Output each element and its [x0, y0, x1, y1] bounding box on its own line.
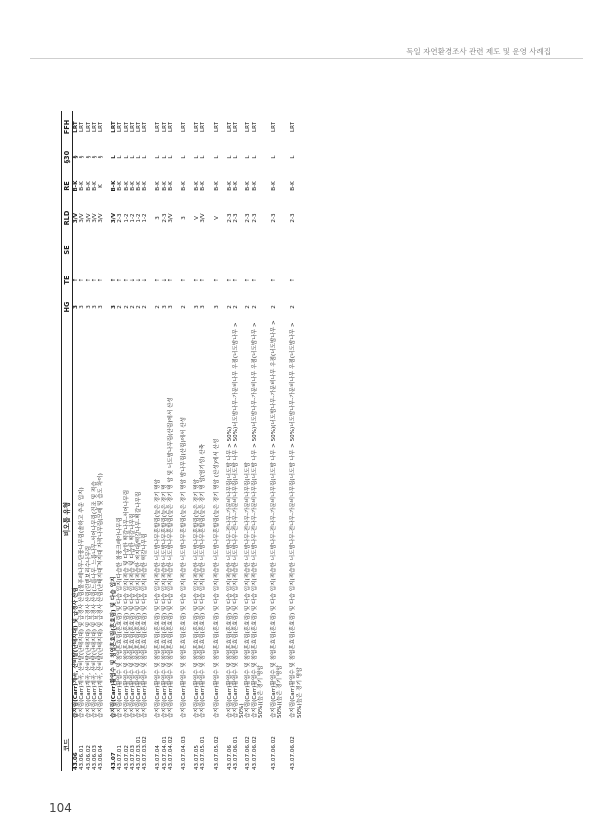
- cell-re: B-K: [91, 181, 98, 191]
- table-header-row: [62, 111, 73, 771]
- table-row: [148, 111, 161, 771]
- cell-se: [174, 235, 187, 265]
- cell-re: B-K: [213, 181, 220, 191]
- table-body: [73, 111, 303, 771]
- cell-code: 43.06.02: [85, 745, 92, 770]
- column-header-ffh: FFH: [62, 111, 73, 143]
- cell-te: ↑: [233, 277, 240, 283]
- cell-ffh: LRT: [111, 121, 118, 133]
- cell-se: [207, 235, 220, 265]
- cell-s30: §: [91, 155, 98, 159]
- cell-rld: 3: [181, 216, 188, 220]
- cell-code: 43.07.06.02: [290, 736, 297, 770]
- cell-te: ↓: [161, 277, 168, 283]
- cell-code: 43.07.06.02: [271, 736, 278, 770]
- cell-biotope-type: 습지림(Carr)활엽수 및 침엽혼효림(혼효림) 및 다습 입지(적습한 너도밤나무혼합림(늪은 경기 명 암 및 너도밤나무림(산림)에서 산성: [167, 397, 174, 718]
- cell-se: [104, 235, 117, 265]
- cell-re: B-K: [200, 181, 207, 191]
- cell-ffh: LRT: [129, 122, 136, 133]
- cell-hg: 2: [181, 305, 188, 309]
- cell-ffh: LRT: [117, 122, 124, 133]
- cell-se: [264, 235, 283, 265]
- cell-s30: L: [245, 155, 252, 159]
- table-row: [283, 111, 302, 771]
- cell-hg: 2: [117, 305, 124, 309]
- cell-hg: 3: [73, 305, 80, 309]
- cell-se: [283, 235, 302, 265]
- cell-se: [73, 235, 80, 265]
- column-header-biotope-type: 비오톱 유형: [62, 319, 73, 719]
- cell-s30: L: [136, 155, 143, 159]
- cell-biotope-type: 습지림(Carr)활엽수 및 침엽혼효림(혼효림) 및 다습 입지(적습한 떡갈나무림: [142, 533, 149, 718]
- cell-s30: §: [79, 155, 86, 159]
- cell-hg: 3: [111, 305, 118, 309]
- cell-re: B-K: [167, 181, 174, 191]
- cell-hg: 2: [142, 305, 149, 309]
- column-header-code: 코드: [62, 719, 73, 771]
- cell-rld: 3: [155, 216, 162, 220]
- cell-rld: 2-3: [271, 213, 278, 223]
- cell-ffh: LRT: [290, 122, 297, 133]
- cell-se: [252, 235, 264, 265]
- cell-hg: 3: [91, 305, 98, 309]
- cell-te: ↑: [123, 277, 130, 283]
- column-header-se: SE: [62, 235, 73, 265]
- cell-ffh: LRT: [251, 122, 258, 133]
- cell-biotope-type: 습지림(Carr)활엽수 및 침엽혼효림(혼효림) 및 다습 입지(적습한 너도밤나무-전나무-가문비나무림(너도밤: [245, 462, 252, 718]
- table-row: [220, 111, 233, 771]
- cell-s30: L: [129, 155, 136, 159]
- cell-rld: 3/V: [85, 213, 92, 223]
- table-row: [207, 111, 220, 771]
- cell-code: 43.06: [73, 752, 80, 770]
- cell-re: B-K: [245, 181, 252, 191]
- cell-s30: L: [142, 155, 149, 159]
- cell-hg: 2: [136, 305, 143, 309]
- cell-se: [220, 235, 233, 265]
- cell-s30: L: [181, 155, 188, 159]
- cell-rld: 3/V: [98, 213, 105, 223]
- cell-hg: 2: [271, 305, 278, 309]
- rotated-table-container: [61, 111, 497, 771]
- cell-hg: 2: [129, 305, 136, 309]
- cell-re: B-K: [271, 181, 278, 191]
- cell-rld: 2-3: [251, 213, 258, 223]
- cell-code: 43.07.06: [226, 745, 233, 770]
- cell-ffh: LRT: [194, 122, 201, 133]
- cell-ffh: LRT: [245, 122, 252, 133]
- cell-hg: 3: [167, 305, 174, 309]
- cell-biotope-type: 습지림(Carr)활엽수 및 침엽혼효림(혼효림) 및 다습 입지(적습한 저지대/떡갈나무-떡갈나무림: [136, 491, 143, 718]
- cell-rld: V: [194, 216, 201, 220]
- cell-te: ↑: [181, 277, 188, 283]
- column-header-te: TE: [62, 265, 73, 295]
- cell-re: B-K: [111, 180, 118, 192]
- cell-hg: 2: [245, 305, 252, 309]
- cell-rld: 2-3: [245, 213, 252, 223]
- running-header-title: 독일 자연환경조사 관련 제도 및 운영 사례집: [406, 47, 551, 56]
- cell-rld: 3/V: [91, 213, 98, 223]
- cell-te: ↑: [73, 277, 80, 283]
- cell-hg: 3: [85, 305, 92, 309]
- cell-s30: L: [155, 155, 162, 159]
- cell-s30: L: [251, 155, 258, 159]
- cell-biotope-type: 습지림(Carr)활엽수 및 침엽혼효림(혼효림) 및 다습 입지(적습한 너도밤나무혼합림(늪은 경기 명암: [155, 478, 162, 718]
- cell-re: B-K: [194, 181, 201, 191]
- cell-s30: §: [73, 155, 80, 159]
- biotope-type-table: [61, 111, 303, 771]
- cell-biotope-type: 습지림(Carr)활엽수 및 침엽혼효림(혼효림) 및 다습 입지(적습한 너도밤나무혼합림(늪은 경기 명 암(염기성) 산축: [200, 443, 207, 718]
- cell-biotope-type: 습지림(Carr)계곡, 산비탈(난태지대) 및 급경사 산림(물푸레나무-단풍나무림(솔하고 추운 입지): [79, 487, 86, 718]
- column-header-s30: §30: [62, 143, 73, 171]
- cell-biotope-type: 습지림(Carr)활엽수 및 침엽혼효림(혼효림) 및 다습 입지(적습한 너도밤나무-전나무-가문비나무림(너도밤 나무 > 50%)너도밤나무-가문비나무 우점(너도밤나무 > 50%)(늪은 경기 명암: [251, 322, 264, 718]
- cell-te: ↑: [251, 277, 258, 283]
- cell-code: 43.07.04.02: [167, 736, 174, 770]
- cell-biotope-type: 습지림(Carr)계곡, 산비탈(난태지대) 및 급경사 산림: [73, 587, 80, 718]
- cell-rld: 2-3: [233, 213, 240, 223]
- cell-rld: 2-3: [161, 213, 168, 223]
- cell-re: B-K: [181, 181, 188, 191]
- cell-se: [148, 235, 161, 265]
- cell-re: B-K: [155, 181, 162, 191]
- cell-ffh: LRT: [136, 122, 143, 133]
- cell-re: B-K: [136, 181, 143, 191]
- cell-hg: 2: [123, 305, 130, 309]
- cell-te: ↑: [167, 277, 174, 283]
- cell-code: 43.07.04: [155, 745, 162, 770]
- cell-te: ↑: [200, 277, 207, 283]
- cell-ffh: LRT: [73, 121, 80, 133]
- cell-hg: 3: [194, 305, 201, 309]
- cell-biotope-type: 습지림(Carr)활엽수 및 침엽혼효림(혼효림) 및 다습 입지(다습한 참풍크레아나무림: [117, 517, 124, 718]
- cell-biotope-type: 습지림(Carr)활엽수 및 침엽혼효림(혼효림) 및 다습 입지(적습 및 다습한 떡갈나무림: [129, 513, 136, 718]
- cell-hg: 2: [233, 305, 240, 309]
- cell-biotope-type: 습지림(Carr)활엽수 및 침엽혼효림(혼효림) 및 다습 입지(적습한 너도밤나무-전나무-가문비나무림(너도밤 나무 > 50%)너도밤나무-가문비나무 우점(너도밤나무 > 50%): [233, 322, 246, 718]
- cell-code: 43.07.05.02: [213, 736, 220, 770]
- cell-re: K: [98, 184, 105, 188]
- rotated-table-frame: [61, 111, 497, 771]
- table-row: [233, 111, 245, 771]
- cell-s30: L: [123, 155, 130, 159]
- cell-ffh: LRT: [233, 122, 240, 133]
- page-header: [0, 46, 613, 60]
- cell-ffh: LRT: [123, 122, 130, 133]
- cell-s30: L: [233, 155, 240, 159]
- cell-biotope-type: 습지림(Carr)활엽수 및 침엽혼효림(혼효림) 및 다습 입지: [111, 576, 118, 718]
- cell-te: ↑: [271, 277, 278, 283]
- cell-s30: L: [200, 155, 207, 159]
- cell-hg: 2: [155, 305, 162, 309]
- cell-code: 43.07.02: [123, 745, 130, 770]
- cell-biotope-type: 습지림(Carr)활엽수 및 침엽혼효림(혼효림) 및 다습 입지(적습한 너도밤나무혼합림(늪은 경기 명: [161, 484, 168, 718]
- cell-re: B-K: [117, 181, 124, 191]
- cell-re: B-K: [73, 180, 80, 192]
- cell-te: ↑: [117, 277, 124, 283]
- cell-hg: 3: [98, 305, 105, 309]
- cell-rld: V: [213, 216, 220, 220]
- cell-te: ↑: [91, 277, 98, 283]
- cell-s30: L: [194, 155, 201, 159]
- cell-rld: 2-3: [290, 213, 297, 223]
- cell-ffh: LRT: [213, 122, 220, 133]
- cell-te: ↑: [155, 277, 162, 283]
- cell-te: ↑: [213, 277, 220, 283]
- cell-code: 43.06.01: [79, 745, 86, 770]
- table-row: [104, 111, 117, 771]
- cell-code: 43.07.05.01: [200, 736, 207, 770]
- cell-re: B-K: [129, 181, 136, 191]
- cell-ffh: LRT: [181, 122, 188, 133]
- cell-re: B-K: [233, 181, 240, 191]
- cell-biotope-type: 습지림(Carr)활엽수 및 침엽혼효림(혼효림) 및 다습 입지(적습한 너도밤나무-전나무-가문비나무림(너도밤 나무 > 50%): [226, 426, 233, 718]
- cell-s30: L: [161, 155, 168, 159]
- table-row: [174, 111, 187, 771]
- cell-hg: 3: [200, 305, 207, 309]
- cell-re: B-K: [79, 181, 86, 191]
- cell-code: 43.07.06.02: [245, 736, 252, 770]
- cell-code: 43.07.05: [194, 745, 201, 770]
- cell-re: B-K: [290, 181, 297, 191]
- cell-biotope-type: 습지림(Carr)활엽수 및 침엽혼효림(혼효림) 및 다습 입지(적습한 너도밤나무-전나무-가문비나무림(너도밤 나무 > 50%)(너도밤나무-가문비나무 우점(너도밤나무 > 50%)(늪은 경기 명암: [271, 320, 284, 718]
- cell-ffh: LRT: [142, 122, 149, 133]
- cell-biotope-type: 습지림(Carr)활엽수 및 침엽혼효림(혼효림) 및 다습 입지(적습한 너도밤나무혼합림(늪은 경기 명암: [194, 478, 201, 718]
- cell-re: B-K: [85, 181, 92, 191]
- cell-rld: 3/V: [167, 213, 174, 223]
- cell-s30: L: [111, 155, 118, 159]
- cell-ffh: LRT: [98, 122, 105, 133]
- cell-te: ↑: [290, 277, 297, 283]
- cell-code: 43.07.04.03: [181, 736, 188, 770]
- cell-te: ↑: [245, 277, 252, 283]
- cell-s30: L: [226, 155, 233, 159]
- cell-code: 43.07: [111, 752, 118, 770]
- cell-ffh: LRT: [226, 122, 233, 133]
- cell-rld: 3/V: [200, 213, 207, 223]
- table-row: [264, 111, 283, 771]
- cell-hg: 2: [251, 305, 258, 309]
- cell-te: ↓: [129, 277, 136, 283]
- cell-te: ↑: [226, 277, 233, 283]
- table-row: [252, 111, 264, 771]
- cell-ffh: LRT: [155, 122, 162, 133]
- column-header-hg: HG: [62, 295, 73, 319]
- cell-code: 43.06.04: [98, 745, 105, 770]
- cell-re: B-K: [142, 181, 149, 191]
- column-header-re: RE: [62, 171, 73, 201]
- cell-code: 43.07.06.02: [251, 736, 258, 770]
- cell-rld: 1-2: [142, 213, 149, 223]
- cell-hg: 3: [213, 305, 220, 309]
- cell-rld: 1-2: [129, 213, 136, 223]
- cell-rld: 3/V: [73, 212, 80, 224]
- cell-te: ↑: [85, 277, 92, 283]
- cell-te: ↑: [194, 277, 201, 283]
- cell-biotope-type: 습지림(Carr)활엽수 및 침엽혼효림(혼효림) 및 다습 입지(적습한 너도밤나무-전나무-가문비나무림(너도밤 나무 > 50%)너도밤나무-가문비나무 우점(너도밤나무 > 50%)늪은 경기 명암: [290, 322, 303, 718]
- cell-te: ↑: [79, 277, 86, 283]
- cell-te: ↑: [111, 277, 118, 283]
- cell-hg: 2: [290, 305, 297, 309]
- cell-s30: §: [85, 155, 92, 159]
- cell-rld: 3/V: [111, 212, 118, 224]
- page-number: 104: [49, 801, 72, 815]
- cell-ffh: LRT: [200, 122, 207, 133]
- cell-s30: L: [271, 155, 278, 159]
- cell-s30: L: [117, 155, 124, 159]
- cell-se: [233, 235, 245, 265]
- cell-ffh: LRT: [167, 122, 174, 133]
- cell-s30: L: [167, 155, 174, 159]
- cell-code: 43.07.03.02: [142, 736, 149, 770]
- cell-code: 43.06.03: [91, 745, 98, 770]
- cell-re: B-K: [123, 181, 130, 191]
- cell-code: 43.07.06.01: [233, 736, 240, 770]
- cell-ffh: LRT: [79, 122, 86, 133]
- header-rule: [30, 58, 583, 59]
- cell-ffh: LRT: [91, 122, 98, 133]
- cell-te: ↓: [136, 277, 143, 283]
- cell-code: 43.07.04.01: [161, 736, 168, 770]
- cell-rld: 3/V: [79, 213, 86, 223]
- cell-code: 43.07.01: [117, 745, 124, 770]
- cell-ffh: LRT: [271, 122, 278, 133]
- cell-hg: 3: [79, 305, 86, 309]
- cell-re: B-K: [161, 181, 168, 191]
- cell-re: B-K: [251, 181, 258, 191]
- cell-code: 43.07.03: [129, 745, 136, 770]
- column-header-rld: RLD: [62, 201, 73, 235]
- cell-rld: 1-2: [136, 213, 143, 223]
- cell-biotope-type: 습지림(Carr)계곡, 산비탈(난태지대) 및 급경사 산림(린덴보리수나무림: [85, 545, 92, 718]
- cell-biotope-type: 습지림(Carr)계곡, 산비탈(난태지대) 및 급경사 산림(느릅나무_느릅나무-서어나무림(건조 및 적습: [91, 481, 98, 718]
- cell-se: [187, 235, 200, 265]
- cell-biotope-type: 습지림(Carr)계곡, 산비탈(난태지대) 및 급경사 산림(난태지대 저지대 자작나무림(모래 및 습도 차이): [98, 473, 105, 718]
- cell-biotope-type: 습지림(Carr)활엽수 및 침엽혼효림(혼효림) 및 다습 입지(적습한 너도밤나무혼합림(늪은 경기 명암 (산성)에서 산성: [213, 438, 220, 718]
- cell-hg: 2: [226, 305, 233, 309]
- cell-re: B-K: [226, 181, 233, 191]
- cell-code: 43.07.03.01: [136, 736, 143, 770]
- cell-ffh: LRT: [161, 122, 168, 133]
- cell-biotope-type: 습지림(Carr)활엽수 및 침엽혼효림(혼효림) 및 다습 입지(적습한 너도밤나무혼합림(늪은 경기 명암 밤나무림(산림)에서 산성: [181, 416, 188, 718]
- cell-s30: L: [213, 155, 220, 159]
- cell-s30: §: [98, 155, 105, 159]
- cell-te: ↓: [142, 277, 149, 283]
- cell-ffh: LRT: [85, 122, 92, 133]
- table-row: [187, 111, 200, 771]
- cell-rld: 2-3: [117, 213, 124, 223]
- cell-rld: 1-2: [123, 213, 130, 223]
- cell-s30: L: [290, 155, 297, 159]
- cell-rld: 2-3: [226, 213, 233, 223]
- cell-te: ↑: [98, 277, 105, 283]
- cell-hg: 3: [161, 305, 168, 309]
- cell-biotope-type: 습지림(Carr)활엽수 및 침엽혼효림(혼효림) 및 다습 입지(적습 및 다습한 떡갈나무-서어나무림: [123, 489, 130, 718]
